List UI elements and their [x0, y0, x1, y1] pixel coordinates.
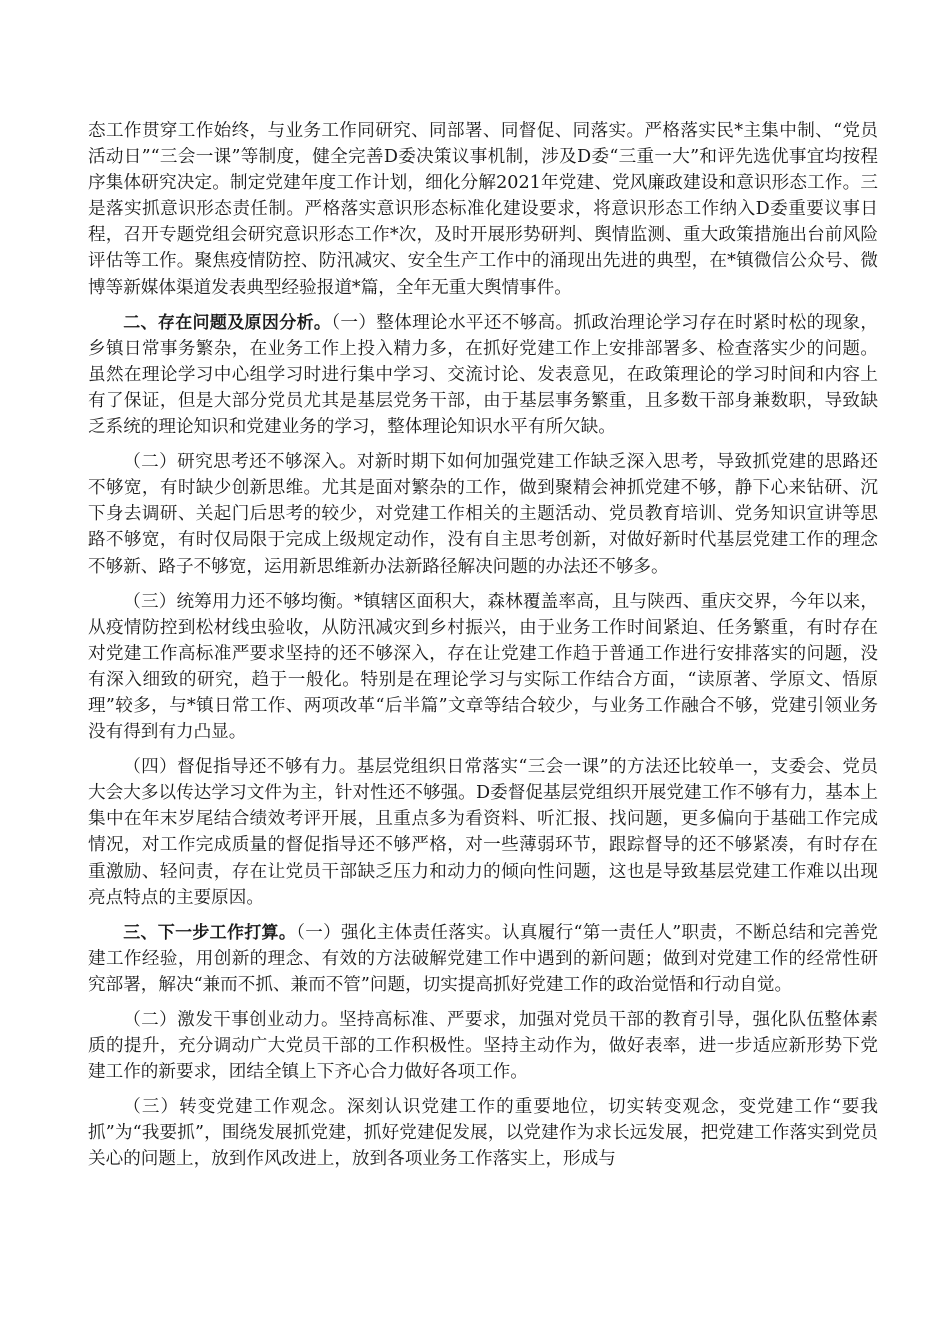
section-2-paragraph-2: （二）研究思考还不够深入。对新时期下如何加强党建工作缺乏深入思考，导致抓党建的思路还不够宽，有时缺少创新思维。尤其是面对繁杂的工作，做到聚精会神抓党建不够，静下心来钻研、沉下身去调研、关起门后思考的较少，对党建工作相关的主题活动、党员教育培训、党务知识宣讲等思路不够宽，有时仅局限于完成上级规定动作，没有自主思考创新，对做好新时代基层党建工作的理念不够新、路子不够宽，运用新思维新办法新路径解决问题的办法还不够多。 — [88, 452, 878, 577]
section-3-heading: 三、下一步工作打算。 — [123, 922, 297, 943]
section-2-paragraph-3: （三）统筹用力还不够均衡。*镇辖区面积大，森林覆盖率高，且与陕西、重庆交界，今年以来，从疫情防控到松材线虫验收，从防汛减灾到乡村振兴，由于业务工作时间紧迫、任务繁重，有时存在对党建工作高标准严要求坚持的还不够深入，存在让党建工作趋于普通工作进行安排落实的问题，没有深入细致的研究，趋于一般化。特别是在理论学习与实际工作结合方面，“读原著、学原文、悟原理”较多，与*镇日常工作、两项改革“后半篇”文章等结合较少，与业务工作融合不够，党建引领业务没有得到有力凸显。 — [88, 591, 878, 743]
section-3-paragraph-3: （三）转变党建工作观念。深刻认识党建工作的重要地位，切实转变观念，变党建工作“要我抓”为“我要抓”，围绕发展抓党建，抓好党建促发展，以党建作为求长远发展，把党建工作落实到党员关心的问题上，放到作风改进上，放到各项业务工作落实上，形成与 — [88, 1097, 878, 1170]
section-3-paragraph-2: （二）激发干事创业动力。坚持高标准、严要求，加强对党员干部的教育引导，强化队伍整体素质的提升，充分调动广大党员干部的工作积极性。坚持主动作为，做好表率，进一步适应新形势下党建工作的新要求，团结全镇上下齐心合力做好各项工作。 — [88, 1010, 878, 1083]
section-2-first-paragraph — [88, 310, 878, 440]
section-2-heading: 二、存在问题及原因分析。 — [123, 312, 332, 333]
section-2-paragraph-1: （一）整体理论水平还不够高。抓政治理论学习存在时紧时松的现象，乡镇日常事务繁杂，在业务工作上投入精力多，在抓好党建工作上安排部署多、检查落实少的问题。虽然在理论学习中心组学习时进行集中学习、交流讨论、发表意见，在政策理论的学习时间和内容上有了保证，但是大部分党员尤其是基层党务干部，由于基层事务繁重，且多数干部身兼数职，导致缺乏系统的理论知识和党建业务的学习，整体理论知识水平有所欠缺。 — [88, 312, 878, 438]
section-2-paragraph-4: （四）督促指导还不够有力。基层党组织日常落实“三会一课”的方法还比较单一，支委会、党员大会大多以传达学习文件为主，针对性还不够强。D委督促基层党组织开展党建工作不够有力，基本上集中在年末岁尾结合绩效考评开展，且重点多为看资料、听汇报、找问题，更多偏向于基础工作完成情况，对工作完成质量的督促指导还不够严格，对一些薄弱环节，跟踪督导的还不够紧凑，有时存在重激励、轻问责，存在让党员干部缺乏压力和动力的倾向性问题，这也是导致基层党建工作难以出现亮点特点的主要原因。 — [88, 757, 878, 908]
document-body — [88, 118, 878, 1173]
section-3-paragraph-1: （一）强化主体责任落实。认真履行“第一责任人”职责，不断总结和完善党建工作经验，用创新的理念、有效的方法破解党建工作中遇到的新问题；做到对党建工作的经常性研究部署，解决“兼而不抓、兼而不管”问题，切实提高抓好党建工作的政治觉悟和行动自觉。 — [88, 922, 878, 995]
paragraph-continued: 态工作贯穿工作始终，与业务工作同研究、同部署、同督促、同落实。严格落实民*主集中制、“党员活动日”“三会一课”等制度，健全完善D委决策议事机制，涉及D委“三重一大”和评先选优事宜均按程序集体研究决定。制定党建年度工作计划，细化分解2021年党建、党风廉政建设和意识形态工作。三是落实抓意识形态责任制。严格落实意识形态标准化建设要求，将意识形态工作纳入D委重要议事日程，召开专题党组会研究意识形态工作*次，及时开展形势研判、舆情监测、重大政策措施出台前风险评估等工作。聚焦疫情防控、防汛减灾、安全生产工作中的涌现出先进的典型，在*镇微信公众号、微博等新媒体渠道发表典型经验报道*篇，全年无重大舆情事件。 — [88, 121, 878, 298]
section-3-first-paragraph — [88, 920, 878, 998]
